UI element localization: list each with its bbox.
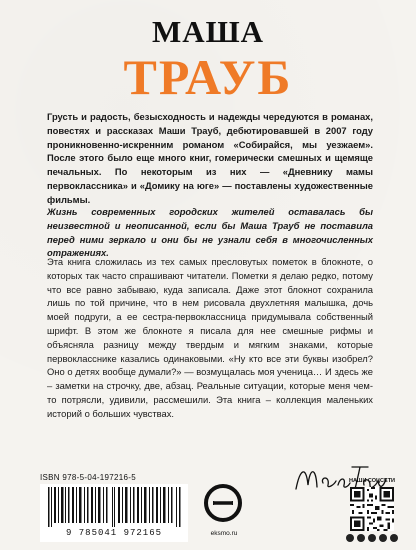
social-qr-block xyxy=(344,478,400,544)
eksmo-logo-icon xyxy=(203,481,243,531)
publisher-site: eksmo.ru xyxy=(210,530,238,537)
blurb-paragraph-2: Жизнь современных городских жителей оставалась бы неизвестной и неописанной, если бы Маша Трауб не поставила перед ними зеркало и они бы не узнали себя в многочисленных отражениях. xyxy=(47,206,373,259)
isbn-label: ISBN 978-5-04-197216-5 xyxy=(40,473,136,482)
barcode-number: 9 785041 972165 xyxy=(65,528,162,538)
vk-icon[interactable] xyxy=(346,534,354,542)
youtube-icon[interactable] xyxy=(368,534,376,542)
blurb-paragraph-1: Грусть и радость, безысходность и надежды чередуются в романах, повестях и рассказах Маши Трауб, дебютировавшей в 2007 году проникновенно-искренним романом «Собирайся, мы уезжаем». После этого было еще много книг, гомерически смешных и щемяще печальных. По некоторым из них — «Дневнику мамы первоклассника» и «Домику на юге» — поставлены художественные фильмы. xyxy=(47,111,373,205)
qr-title: НАШИ СОЦСЕТИ xyxy=(348,478,396,484)
telegram-icon[interactable] xyxy=(357,534,365,542)
blurb-paragraph-3: Эта книга сложилась из тех самых пресловутых пометок в блокноте, о которых так часто спрашивают читатели. Пометки я делаю редко, потому что все равно забываю, куда записала. Даже этот блокнот сохранила лишь по той причине, что в нем рисовала двухлетняя малышка, дочь моей подруги, а ее сестра-первоклассница придумывала собственный шрифт. В этом же блокноте я писала для нее смешные рифмы и объясняла разницу между твердым и мягким знаками, которые первокласснике казались одинаковыми. «Ну кто все эти буквы изобрел? Оно о детях вообще думали?» — возмущалась моя ученица… И здесь же – заметки на строчку, две, абзац. Реальные ситуации, которые меня чем-то потрясли, удивили, рассмешили. Эта книга – коллекция маленьких историй о больших чувствах. xyxy=(47,256,373,419)
barcode xyxy=(46,487,182,527)
dzen-icon[interactable] xyxy=(390,534,398,542)
qr-code[interactable] xyxy=(350,487,394,531)
ok-icon[interactable] xyxy=(379,534,387,542)
isbn-barcode-block xyxy=(40,473,188,543)
author-last-name: ТРАУБ xyxy=(123,49,293,105)
author-first-name: МАША xyxy=(151,14,265,49)
social-icons-row xyxy=(346,534,398,544)
